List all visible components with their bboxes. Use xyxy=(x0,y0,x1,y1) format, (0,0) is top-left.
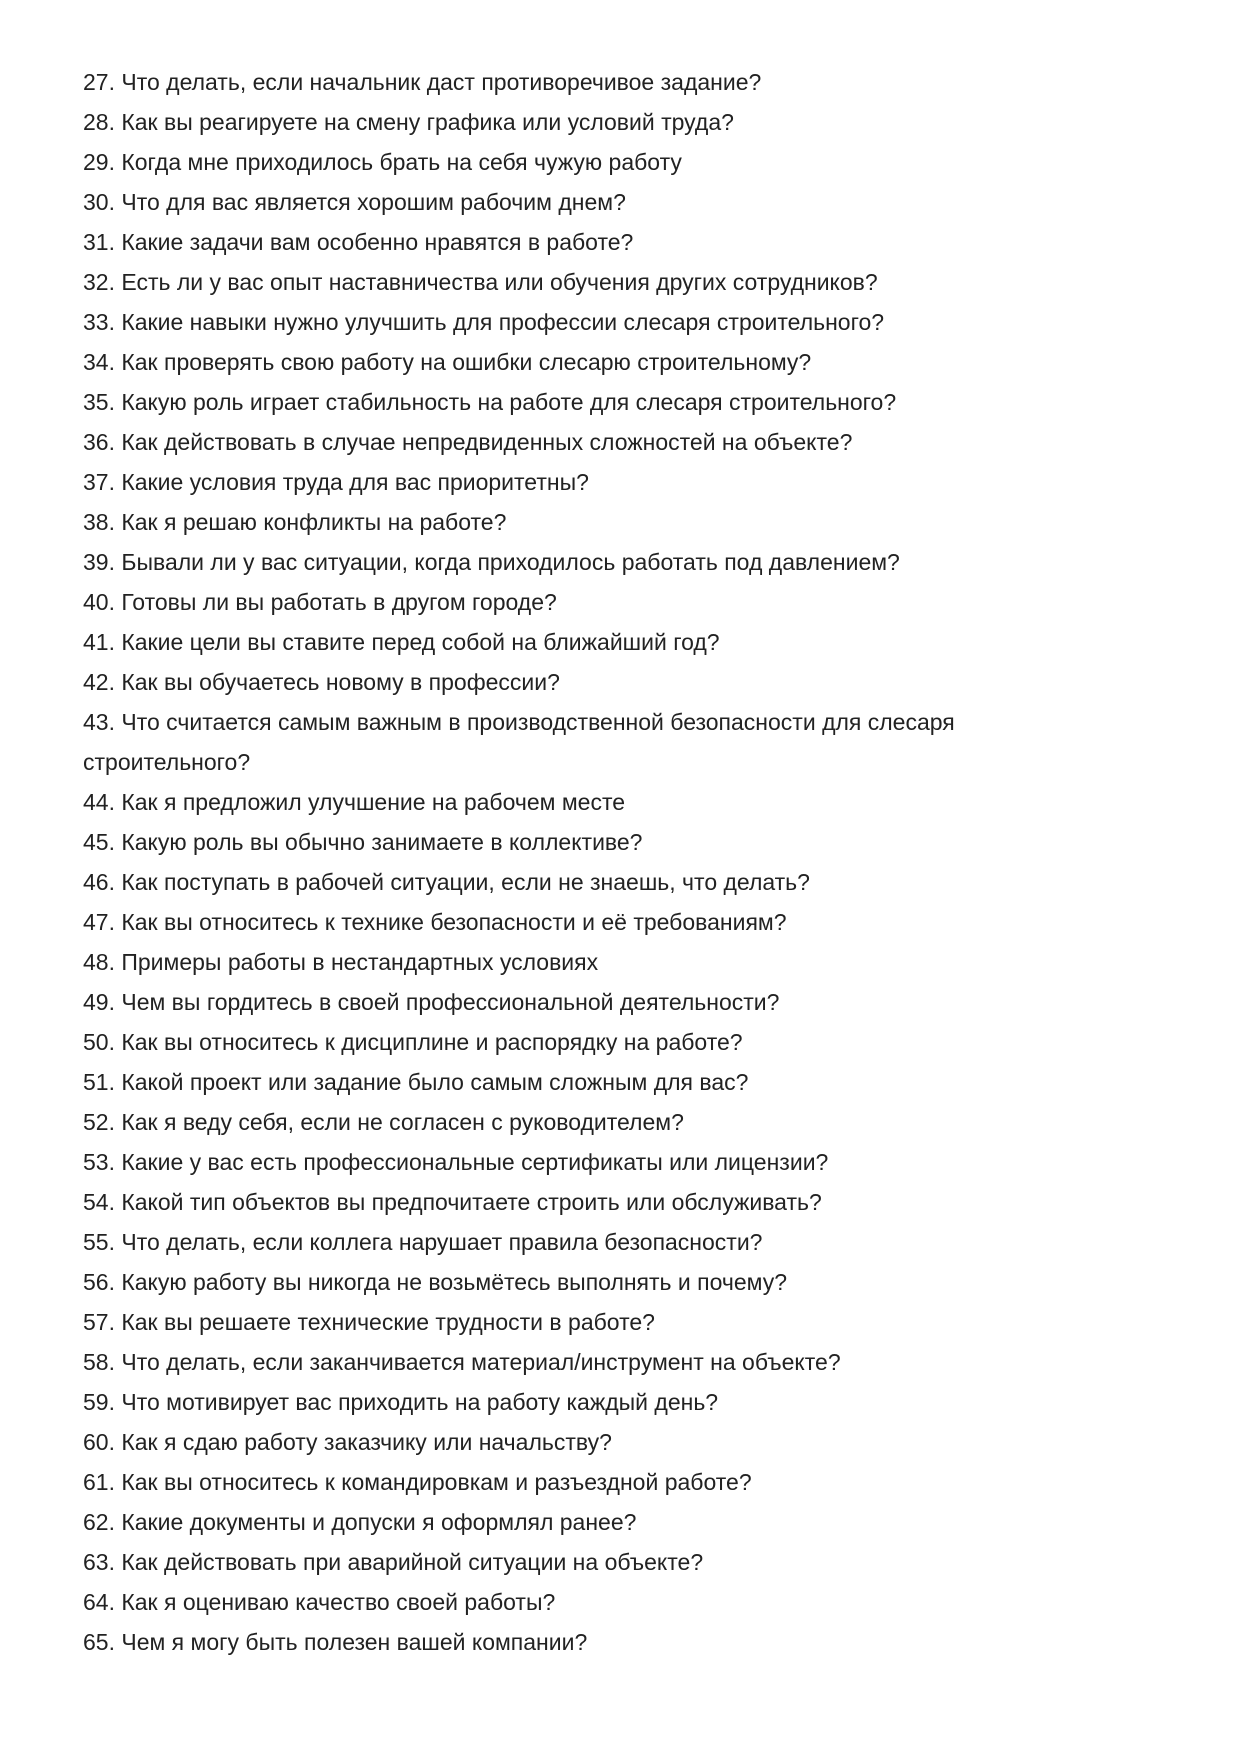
list-item: 64. Как я оцениваю качество своей работы? xyxy=(83,1589,556,1615)
list-item: 58. Что делать, если заканчивается материал/инструмент на объекте? xyxy=(83,1349,841,1375)
list-item: 43. Что считается самым важным в производственной безопасности для слесаря строительного? xyxy=(83,709,955,775)
list-item: 59. Что мотивирует вас приходить на работу каждый день? xyxy=(83,1389,719,1415)
list-item: 32. Есть ли у вас опыт наставничества или обучения других сотрудников? xyxy=(83,269,878,295)
list-item: 48. Примеры работы в нестандартных условиях xyxy=(83,949,599,975)
list-item: 42. Как вы обучаетесь новому в профессии? xyxy=(83,669,560,695)
list-item: 35. Какую роль играет стабильность на работе для слесаря строительного? xyxy=(83,389,897,415)
list-item: 65. Чем я могу быть полезен вашей компании? xyxy=(83,1629,588,1655)
list-item: 31. Какие задачи вам особенно нравятся в работе? xyxy=(83,229,634,255)
list-item: 27. Что делать, если начальник даст противоречивое задание? xyxy=(83,69,762,95)
list-item: 30. Что для вас является хорошим рабочим днем? xyxy=(83,189,626,215)
list-item: 41. Какие цели вы ставите перед собой на ближайший год? xyxy=(83,629,720,655)
question-list xyxy=(83,62,1163,1662)
list-item: 45. Какую роль вы обычно занимаете в коллективе? xyxy=(83,829,643,855)
list-item: 34. Как проверять свою работу на ошибки слесарю строительному? xyxy=(83,349,812,375)
list-item: 53. Какие у вас есть профессиональные сертификаты или лицензии? xyxy=(83,1149,829,1175)
list-item: 62. Какие документы и допуски я оформлял ранее? xyxy=(83,1509,637,1535)
list-item: 36. Как действовать в случае непредвиденных сложностей на объекте? xyxy=(83,429,853,455)
list-item: 40. Готовы ли вы работать в другом городе? xyxy=(83,589,557,615)
list-item: 51. Какой проект или задание было самым сложным для вас? xyxy=(83,1069,749,1095)
list-item: 50. Как вы относитесь к дисциплине и распорядку на работе? xyxy=(83,1029,743,1055)
list-item: 52. Как я веду себя, если не согласен с руководителем? xyxy=(83,1109,684,1135)
list-item: 37. Какие условия труда для вас приоритетны? xyxy=(83,469,589,495)
list-item: 61. Как вы относитесь к командировкам и разъездной работе? xyxy=(83,1469,752,1495)
list-item: 29. Когда мне приходилось брать на себя чужую работу xyxy=(83,149,682,175)
list-item: 55. Что делать, если коллега нарушает правила безопасности? xyxy=(83,1229,763,1255)
list-item: 57. Как вы решаете технические трудности в работе? xyxy=(83,1309,655,1335)
list-item: 44. Как я предложил улучшение на рабочем месте xyxy=(83,789,626,815)
list-item: 54. Какой тип объектов вы предпочитаете строить или обслуживать? xyxy=(83,1189,822,1215)
list-item: 28. Как вы реагируете на смену графика или условий труда? xyxy=(83,109,734,135)
list-item: 33. Какие навыки нужно улучшить для профессии слесаря строительного? xyxy=(83,309,885,335)
list-item: 60. Как я сдаю работу заказчику или начальству? xyxy=(83,1429,612,1455)
list-item: 38. Как я решаю конфликты на работе? xyxy=(83,509,507,535)
list-item: 47. Как вы относитесь к технике безопасности и её требованиям? xyxy=(83,909,787,935)
list-item: 56. Какую работу вы никогда не возьмётесь выполнять и почему? xyxy=(83,1269,788,1295)
list-item: 63. Как действовать при аварийной ситуации на объекте? xyxy=(83,1549,704,1575)
list-item: 49. Чем вы гордитесь в своей профессиональной деятельности? xyxy=(83,989,780,1015)
list-item: 39. Бывали ли у вас ситуации, когда приходилось работать под давлением? xyxy=(83,549,900,575)
list-item: 46. Как поступать в рабочей ситуации, если не знаешь, что делать? xyxy=(83,869,810,895)
